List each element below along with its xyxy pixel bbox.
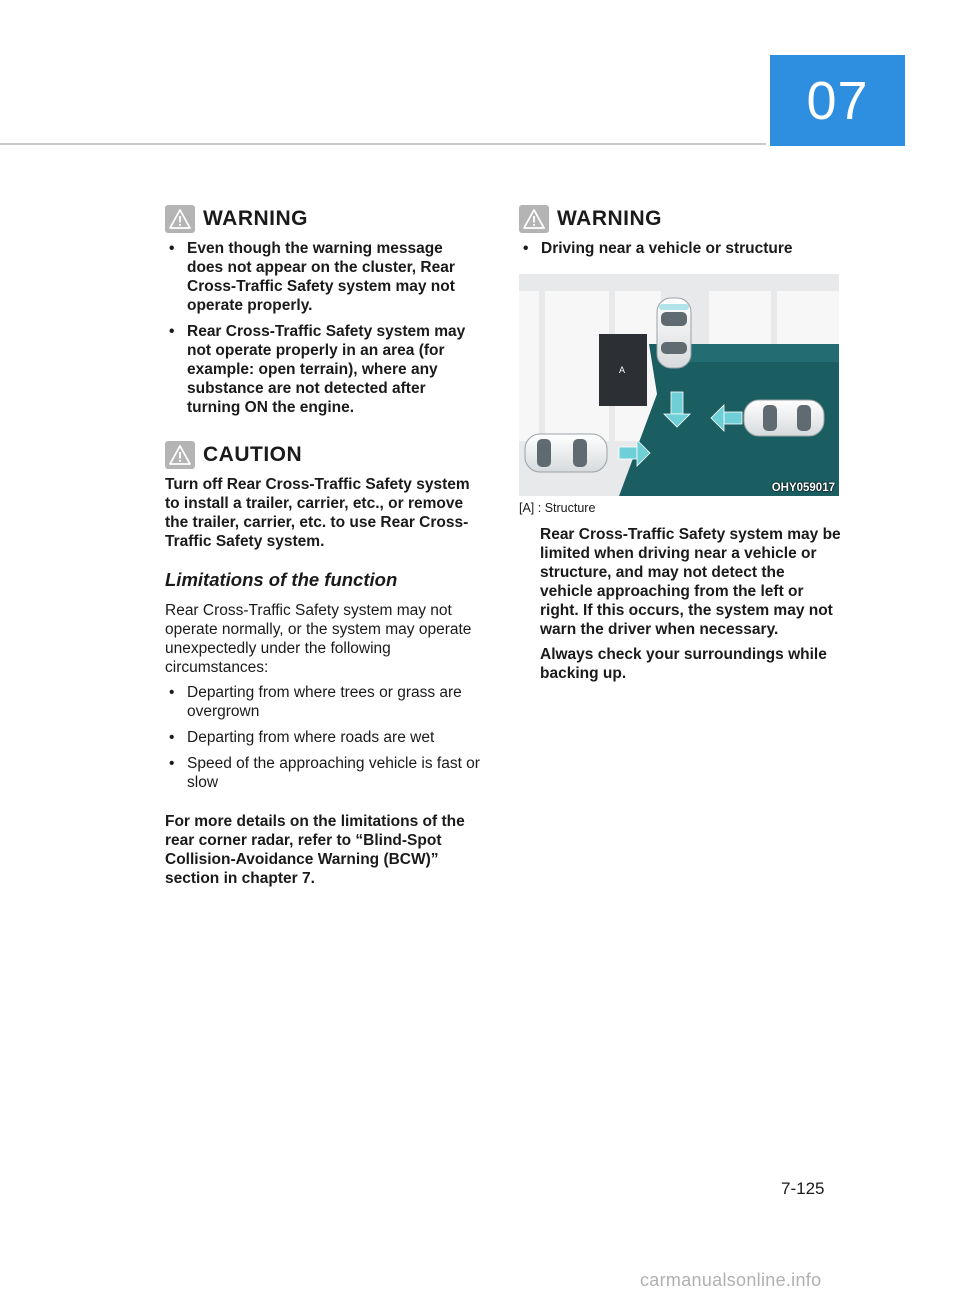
limitations-list — [165, 683, 483, 792]
section-intro: Rear Cross-Traffic Safety system may not operate normally, or the system may operate unexpectedly under the following circumstances: — [165, 602, 472, 676]
parking-illustration-svg — [519, 274, 839, 496]
warning-heading — [165, 205, 483, 233]
chapter-tab: 07 — [770, 55, 905, 146]
list-item: • Departing from where roads are wet — [165, 728, 483, 747]
right-body — [519, 525, 841, 683]
right-column — [519, 205, 841, 689]
header-rule — [0, 143, 766, 145]
warning-list — [519, 239, 841, 258]
parking-illustration — [519, 274, 839, 496]
section-footer-note: For more details on the limitations of the rear corner radar, refer to “Blind-Spot Collision-Avoidance Warning (BCW)” section in chapter 7. — [165, 813, 465, 887]
list-item: • Even though the warning message does not appear on the cluster, Rear Cross-Traffic Safety system may not operate properly. — [165, 239, 483, 315]
left-column — [165, 205, 483, 894]
section-title: Limitations of the function — [165, 569, 398, 590]
caution-heading — [165, 441, 483, 469]
list-item: • Driving near a vehicle or structure — [519, 239, 841, 258]
warning-list — [165, 239, 483, 417]
watermark: carmanualsonline.info — [640, 1270, 822, 1290]
paragraph: Rear Cross-Traffic Safety system may be limited when driving near a vehicle or structure, and may not detect the vehicle approaching from the left or right. If this occurs, the system may not warn the driver when necessary. — [540, 526, 841, 638]
paragraph: Always check your surroundings while backing up. — [540, 646, 827, 682]
warning-heading — [519, 205, 841, 233]
list-item: • Speed of the approaching vehicle is fast or slow — [165, 754, 483, 792]
backing-car-icon — [657, 298, 691, 368]
figure-caption: [A] : Structure — [519, 501, 596, 515]
list-item: • Departing from where trees or grass are overgrown — [165, 683, 483, 721]
warning-title: WARNING — [203, 207, 308, 230]
figure-code: OHY059017 — [771, 482, 835, 494]
warning-triangle-icon — [519, 205, 549, 233]
page-number: 7-125 — [781, 1179, 825, 1198]
caution-title: CAUTION — [203, 443, 303, 466]
structure-label: A — [619, 365, 626, 375]
caution-triangle-icon — [165, 441, 195, 469]
approaching-car-left-icon — [525, 434, 607, 472]
list-item: • Rear Cross-Traffic Safety system may not operate properly in an area (for example: open terrain), where any substance are not detected after turning ON the engine. — [165, 322, 483, 417]
approaching-car-right-icon — [744, 400, 824, 436]
warning-triangle-icon — [165, 205, 195, 233]
caution-text: Turn off Rear Cross-Traffic Safety system to install a trailer, carrier, etc., or remove the trailer, carrier, etc. to use Rear Cross-Traffic Safety system. — [165, 476, 470, 550]
warning-title: WARNING — [557, 207, 662, 230]
